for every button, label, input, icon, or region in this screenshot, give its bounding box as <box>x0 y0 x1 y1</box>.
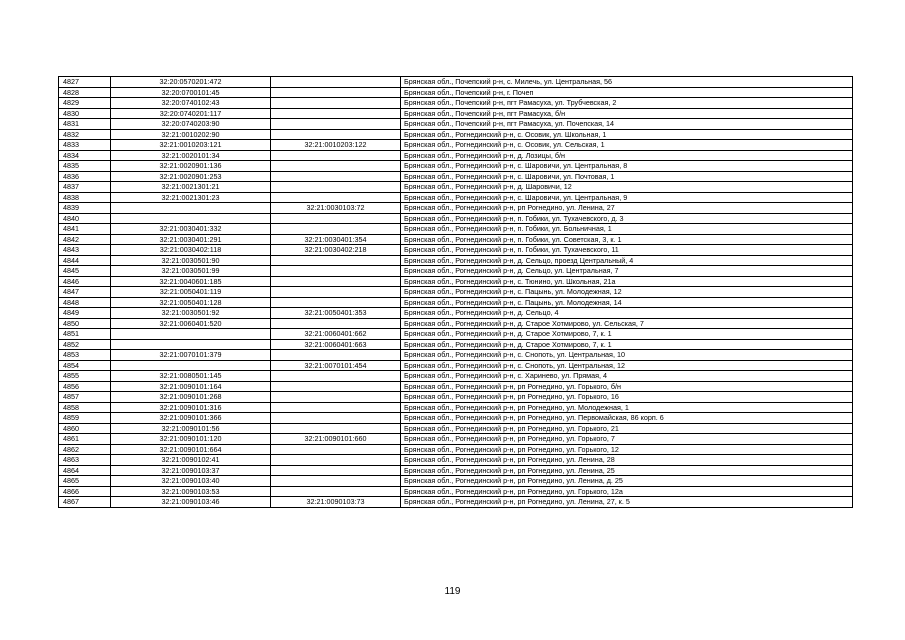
table-row <box>59 108 853 119</box>
address-cell: Брянская обл., Рогнединский р-н, с. Шаровичи, ул. Центральная, 8 <box>401 161 853 172</box>
cadastral-number-cell: 32:21:0030501:92 <box>111 308 271 319</box>
cadastral-number-cell <box>111 203 271 214</box>
address-cell: Брянская обл., Рогнединский р-н, д. Лозицы, б/н <box>401 150 853 161</box>
table-row <box>59 476 853 487</box>
cadastral-number-cell <box>111 213 271 224</box>
address-cell: Брянская обл., Рогнединский р-н, п. Гобики, ул. Советская, 3, к. 1 <box>401 234 853 245</box>
address-cell: Брянская обл., Рогнединский р-н, д. Шаровичи, 12 <box>401 182 853 193</box>
row-number-cell: 4833 <box>59 140 111 151</box>
cadastral-number-secondary-cell: 32:21:0030402:218 <box>271 245 401 256</box>
cadastral-number-cell: 32:21:0021301:23 <box>111 192 271 203</box>
address-cell: Брянская обл., Почепский р-н, пгт Рамасуха, ул. Почепская, 14 <box>401 119 853 130</box>
row-number-cell: 4835 <box>59 161 111 172</box>
cadastral-number-secondary-cell <box>271 465 401 476</box>
row-number-cell: 4865 <box>59 476 111 487</box>
row-number-cell: 4854 <box>59 360 111 371</box>
row-number-cell: 4847 <box>59 287 111 298</box>
row-number-cell: 4846 <box>59 276 111 287</box>
address-cell: Брянская обл., Рогнединский р-н, рп Рогнедино, ул. Горького, 12а <box>401 486 853 497</box>
address-cell: Брянская обл., Рогнединский р-н, с. Осовик, ул. Школьная, 1 <box>401 129 853 140</box>
table-row <box>59 329 853 340</box>
row-number-cell: 4840 <box>59 213 111 224</box>
cadastral-number-cell: 32:21:0070101:379 <box>111 350 271 361</box>
address-cell: Брянская обл., Рогнединский р-н, с. Шаровичи, ул. Центральная, 9 <box>401 192 853 203</box>
cadastral-number-secondary-cell: 32:21:0010203:122 <box>271 140 401 151</box>
row-number-cell: 4860 <box>59 423 111 434</box>
cadastral-number-cell: 32:21:0090103:53 <box>111 486 271 497</box>
address-cell: Брянская обл., Рогнединский р-н, д. Сельцо, ул. Центральная, 7 <box>401 266 853 277</box>
table-row <box>59 434 853 445</box>
table-row <box>59 497 853 508</box>
table-row <box>59 308 853 319</box>
row-number-cell: 4850 <box>59 318 111 329</box>
row-number-cell: 4848 <box>59 297 111 308</box>
table-row <box>59 161 853 172</box>
cadastral-number-secondary-cell <box>271 129 401 140</box>
cadastral-number-secondary-cell <box>271 150 401 161</box>
table-row <box>59 203 853 214</box>
page-number: 119 <box>444 586 461 597</box>
cadastral-number-secondary-cell <box>271 381 401 392</box>
cadastral-number-cell <box>111 360 271 371</box>
address-cell: Брянская обл., Рогнединский р-н, рп Рогнедино, ул. Ленина, 25 <box>401 465 853 476</box>
cadastral-number-cell: 32:21:0020101:34 <box>111 150 271 161</box>
address-cell: Брянская обл., Почепский р-н, пгт Рамасуха, ул. Трубчевская, 2 <box>401 98 853 109</box>
address-cell: Брянская обл., Рогнединский р-н, рп Рогнедино, ул. Молодежная, 1 <box>401 402 853 413</box>
cadastral-number-secondary-cell <box>271 192 401 203</box>
cadastral-number-cell: 32:21:0050401:128 <box>111 297 271 308</box>
cadastral-number-cell: 32:21:0030402:118 <box>111 245 271 256</box>
address-cell: Брянская обл., Рогнединский р-н, с. Осовик, ул. Сельская, 1 <box>401 140 853 151</box>
table-row <box>59 119 853 130</box>
address-cell: Брянская обл., Рогнединский р-н, с. Пацынь, ул. Молодежная, 14 <box>401 297 853 308</box>
address-cell: Брянская обл., Рогнединский р-н, рп Рогнедино, ул. Горького, 7 <box>401 434 853 445</box>
cadastral-number-secondary-cell: 32:21:0060401:662 <box>271 329 401 340</box>
table-row <box>59 465 853 476</box>
table-row <box>59 224 853 235</box>
row-number-cell: 4843 <box>59 245 111 256</box>
row-number-cell: 4836 <box>59 171 111 182</box>
table-row <box>59 266 853 277</box>
address-cell: Брянская обл., Рогнединский р-н, с. Харинево, ул. Прямая, 4 <box>401 371 853 382</box>
cadastral-number-secondary-cell <box>271 476 401 487</box>
row-number-cell: 4864 <box>59 465 111 476</box>
address-cell: Брянская обл., Рогнединский р-н, п. Гобики, ул. Тухачевского, д. 3 <box>401 213 853 224</box>
table-row <box>59 413 853 424</box>
row-number-cell: 4857 <box>59 392 111 403</box>
cadastral-number-secondary-cell <box>271 161 401 172</box>
table-row <box>59 444 853 455</box>
table-row <box>59 150 853 161</box>
cadastral-number-cell <box>111 329 271 340</box>
row-number-cell: 4862 <box>59 444 111 455</box>
address-cell: Брянская обл., Рогнединский р-н, п. Гобики, ул. Тухачевского, 11 <box>401 245 853 256</box>
cadastral-number-secondary-cell <box>271 287 401 298</box>
address-cell: Брянская обл., Рогнединский р-н, д. Сельцо, 4 <box>401 308 853 319</box>
address-cell: Брянская обл., Рогнединский р-н, рп Рогнедино, ул. Первомайская, 86 корп. 6 <box>401 413 853 424</box>
cadastral-number-secondary-cell <box>271 77 401 88</box>
row-number-cell: 4849 <box>59 308 111 319</box>
cadastral-number-cell: 32:21:0030401:332 <box>111 224 271 235</box>
cadastral-number-secondary-cell <box>271 444 401 455</box>
table-body <box>59 77 853 508</box>
row-number-cell: 4866 <box>59 486 111 497</box>
cadastral-number-cell: 32:21:0090101:316 <box>111 402 271 413</box>
address-cell: Брянская обл., Рогнединский р-н, с. Тюнино, ул. Школьная, 21а <box>401 276 853 287</box>
cadastral-number-secondary-cell <box>271 297 401 308</box>
cadastral-number-cell: 32:21:0020901:253 <box>111 171 271 182</box>
table-row <box>59 98 853 109</box>
table-row <box>59 287 853 298</box>
cadastral-number-secondary-cell: 32:21:0090103:73 <box>271 497 401 508</box>
table-row <box>59 276 853 287</box>
cadastral-number-cell: 32:20:0740201:117 <box>111 108 271 119</box>
cadastral-number-cell: 32:21:0090102:41 <box>111 455 271 466</box>
cadastral-number-secondary-cell <box>271 413 401 424</box>
cadastral-number-secondary-cell: 32:21:0070101:454 <box>271 360 401 371</box>
row-number-cell: 4841 <box>59 224 111 235</box>
cadastral-number-cell: 32:21:0090101:164 <box>111 381 271 392</box>
table-row <box>59 423 853 434</box>
cadastral-number-secondary-cell <box>271 224 401 235</box>
address-cell: Брянская обл., Рогнединский р-н, рп Рогнедино, ул. Горького, 12 <box>401 444 853 455</box>
cadastral-number-cell: 32:21:0090103:37 <box>111 465 271 476</box>
table-row <box>59 213 853 224</box>
table-row <box>59 192 853 203</box>
table-row <box>59 171 853 182</box>
address-cell: Брянская обл., Почепский р-н, с. Милечь, ул. Центральная, 56 <box>401 77 853 88</box>
address-cell: Брянская обл., Рогнединский р-н, с. Пацынь, ул. Молодежная, 12 <box>401 287 853 298</box>
address-cell: Брянская обл., Рогнединский р-н, рп Рогнедино, ул. Горького, 21 <box>401 423 853 434</box>
table-row <box>59 486 853 497</box>
cadastral-number-secondary-cell <box>271 108 401 119</box>
row-number-cell: 4831 <box>59 119 111 130</box>
cadastral-number-secondary-cell <box>271 182 401 193</box>
row-number-cell: 4839 <box>59 203 111 214</box>
row-number-cell: 4842 <box>59 234 111 245</box>
table-row <box>59 297 853 308</box>
cadastral-number-cell: 32:21:0090101:664 <box>111 444 271 455</box>
cadastral-number-secondary-cell <box>271 276 401 287</box>
cadastral-number-cell: 32:21:0010203:121 <box>111 140 271 151</box>
address-cell: Брянская обл., Почепский р-н, пгт Рамасуха, б/н <box>401 108 853 119</box>
table-row <box>59 392 853 403</box>
table-row <box>59 87 853 98</box>
cadastral-number-secondary-cell <box>271 423 401 434</box>
table-row <box>59 402 853 413</box>
row-number-cell: 4845 <box>59 266 111 277</box>
table-row <box>59 360 853 371</box>
address-cell: Брянская обл., Рогнединский р-н, рп Рогнедино, ул. Горького, 16 <box>401 392 853 403</box>
row-number-cell: 4863 <box>59 455 111 466</box>
cadastral-number-cell: 32:21:0010202:90 <box>111 129 271 140</box>
address-cell: Брянская обл., Рогнединский р-н, с. Шаровичи, ул. Почтовая, 1 <box>401 171 853 182</box>
cadastral-number-cell: 32:20:0700101:45 <box>111 87 271 98</box>
cadastral-number-cell: 32:21:0080501:145 <box>111 371 271 382</box>
row-number-cell: 4867 <box>59 497 111 508</box>
cadastral-number-secondary-cell <box>271 455 401 466</box>
table-row <box>59 234 853 245</box>
row-number-cell: 4838 <box>59 192 111 203</box>
row-number-cell: 4828 <box>59 87 111 98</box>
address-cell: Брянская обл., Рогнединский р-н, д. Старое Хотмирово, 7, к. 1 <box>401 329 853 340</box>
address-cell: Брянская обл., Рогнединский р-н, рп Рогнедино, ул. Горького, б/н <box>401 381 853 392</box>
cadastral-number-cell: 32:21:0030501:90 <box>111 255 271 266</box>
cadastral-number-secondary-cell: 32:21:0060401:663 <box>271 339 401 350</box>
row-number-cell: 4832 <box>59 129 111 140</box>
cadastral-number-cell: 32:21:0090101:268 <box>111 392 271 403</box>
cadastral-number-secondary-cell: 32:21:0050401:353 <box>271 308 401 319</box>
row-number-cell: 4851 <box>59 329 111 340</box>
cadastral-number-cell: 32:21:0090103:46 <box>111 497 271 508</box>
row-number-cell: 4855 <box>59 371 111 382</box>
row-number-cell: 4852 <box>59 339 111 350</box>
cadastral-number-secondary-cell <box>271 266 401 277</box>
address-cell: Брянская обл., Рогнединский р-н, с. Снопоть, ул. Центральная, 12 <box>401 360 853 371</box>
cadastral-number-secondary-cell <box>271 171 401 182</box>
cadastral-number-cell: 32:21:0020901:136 <box>111 161 271 172</box>
cadastral-number-secondary-cell <box>271 350 401 361</box>
table-row <box>59 182 853 193</box>
row-number-cell: 4858 <box>59 402 111 413</box>
address-cell: Брянская обл., Почепский р-н, г. Почеп <box>401 87 853 98</box>
cadastral-number-cell: 32:21:0030401:291 <box>111 234 271 245</box>
row-number-cell: 4861 <box>59 434 111 445</box>
address-cell: Брянская обл., Рогнединский р-н, д. Старое Хотмирово, ул. Сельская, 7 <box>401 318 853 329</box>
address-cell: Брянская обл., Рогнединский р-н, рп Рогнедино, ул. Ленина, 27 <box>401 203 853 214</box>
row-number-cell: 4859 <box>59 413 111 424</box>
row-number-cell: 4837 <box>59 182 111 193</box>
row-number-cell: 4829 <box>59 98 111 109</box>
cadastral-number-secondary-cell <box>271 98 401 109</box>
cadastral-number-secondary-cell: 32:21:0090101:660 <box>271 434 401 445</box>
table-row <box>59 339 853 350</box>
cadastral-number-cell: 32:21:0090101:120 <box>111 434 271 445</box>
cadastral-number-secondary-cell <box>271 371 401 382</box>
table-row <box>59 245 853 256</box>
row-number-cell: 4827 <box>59 77 111 88</box>
cadastral-number-cell: 32:21:0050401:119 <box>111 287 271 298</box>
cadastral-number-secondary-cell: 32:21:0030103:72 <box>271 203 401 214</box>
document-page <box>58 76 852 508</box>
cadastral-number-secondary-cell <box>271 255 401 266</box>
cadastral-number-secondary-cell <box>271 318 401 329</box>
cadastral-number-secondary-cell: 32:21:0030401:354 <box>271 234 401 245</box>
cadastral-number-cell: 32:21:0030501:99 <box>111 266 271 277</box>
cadastral-number-cell: 32:21:0060401:520 <box>111 318 271 329</box>
row-number-cell: 4844 <box>59 255 111 266</box>
cadastral-number-cell: 32:20:0740203:90 <box>111 119 271 130</box>
address-cell: Брянская обл., Рогнединский р-н, рп Рогнедино, ул. Ленина, 27, к. 5 <box>401 497 853 508</box>
cadastral-number-secondary-cell <box>271 392 401 403</box>
address-cell: Брянская обл., Рогнединский р-н, с. Снопоть, ул. Центральная, 10 <box>401 350 853 361</box>
cadastral-number-secondary-cell <box>271 486 401 497</box>
cadastral-number-cell: 32:21:0021301:21 <box>111 182 271 193</box>
row-number-cell: 4830 <box>59 108 111 119</box>
address-cell: Брянская обл., Рогнединский р-н, п. Гобики, ул. Больничная, 1 <box>401 224 853 235</box>
address-cell: Брянская обл., Рогнединский р-н, рп Рогнедино, ул. Ленина, 28 <box>401 455 853 466</box>
cadastral-number-cell: 32:21:0090101:366 <box>111 413 271 424</box>
cadastral-number-secondary-cell <box>271 119 401 130</box>
cadastral-number-cell: 32:21:0040601:185 <box>111 276 271 287</box>
cadastral-number-cell: 32:21:0090101:56 <box>111 423 271 434</box>
cadastral-number-secondary-cell <box>271 213 401 224</box>
table-row <box>59 140 853 151</box>
cadastral-number-cell: 32:21:0090103:40 <box>111 476 271 487</box>
table-row <box>59 318 853 329</box>
address-cell: Брянская обл., Рогнединский р-н, д. Сельцо, проезд Центральный, 4 <box>401 255 853 266</box>
address-cell: Брянская обл., Рогнединский р-н, рп Рогнедино, ул. Ленина, д. 25 <box>401 476 853 487</box>
cadastral-number-secondary-cell <box>271 87 401 98</box>
table-row <box>59 77 853 88</box>
table-row <box>59 381 853 392</box>
address-cell: Брянская обл., Рогнединский р-н, д. Старое Хотмирово, 7, к. 1 <box>401 339 853 350</box>
cadastral-number-cell: 32:20:0740102:43 <box>111 98 271 109</box>
address-table <box>58 76 853 508</box>
cadastral-number-cell <box>111 339 271 350</box>
table-row <box>59 350 853 361</box>
table-row <box>59 371 853 382</box>
cadastral-number-cell: 32:20:0570201:472 <box>111 77 271 88</box>
table-row <box>59 129 853 140</box>
table-row <box>59 455 853 466</box>
row-number-cell: 4853 <box>59 350 111 361</box>
row-number-cell: 4834 <box>59 150 111 161</box>
table-row <box>59 255 853 266</box>
row-number-cell: 4856 <box>59 381 111 392</box>
cadastral-number-secondary-cell <box>271 402 401 413</box>
